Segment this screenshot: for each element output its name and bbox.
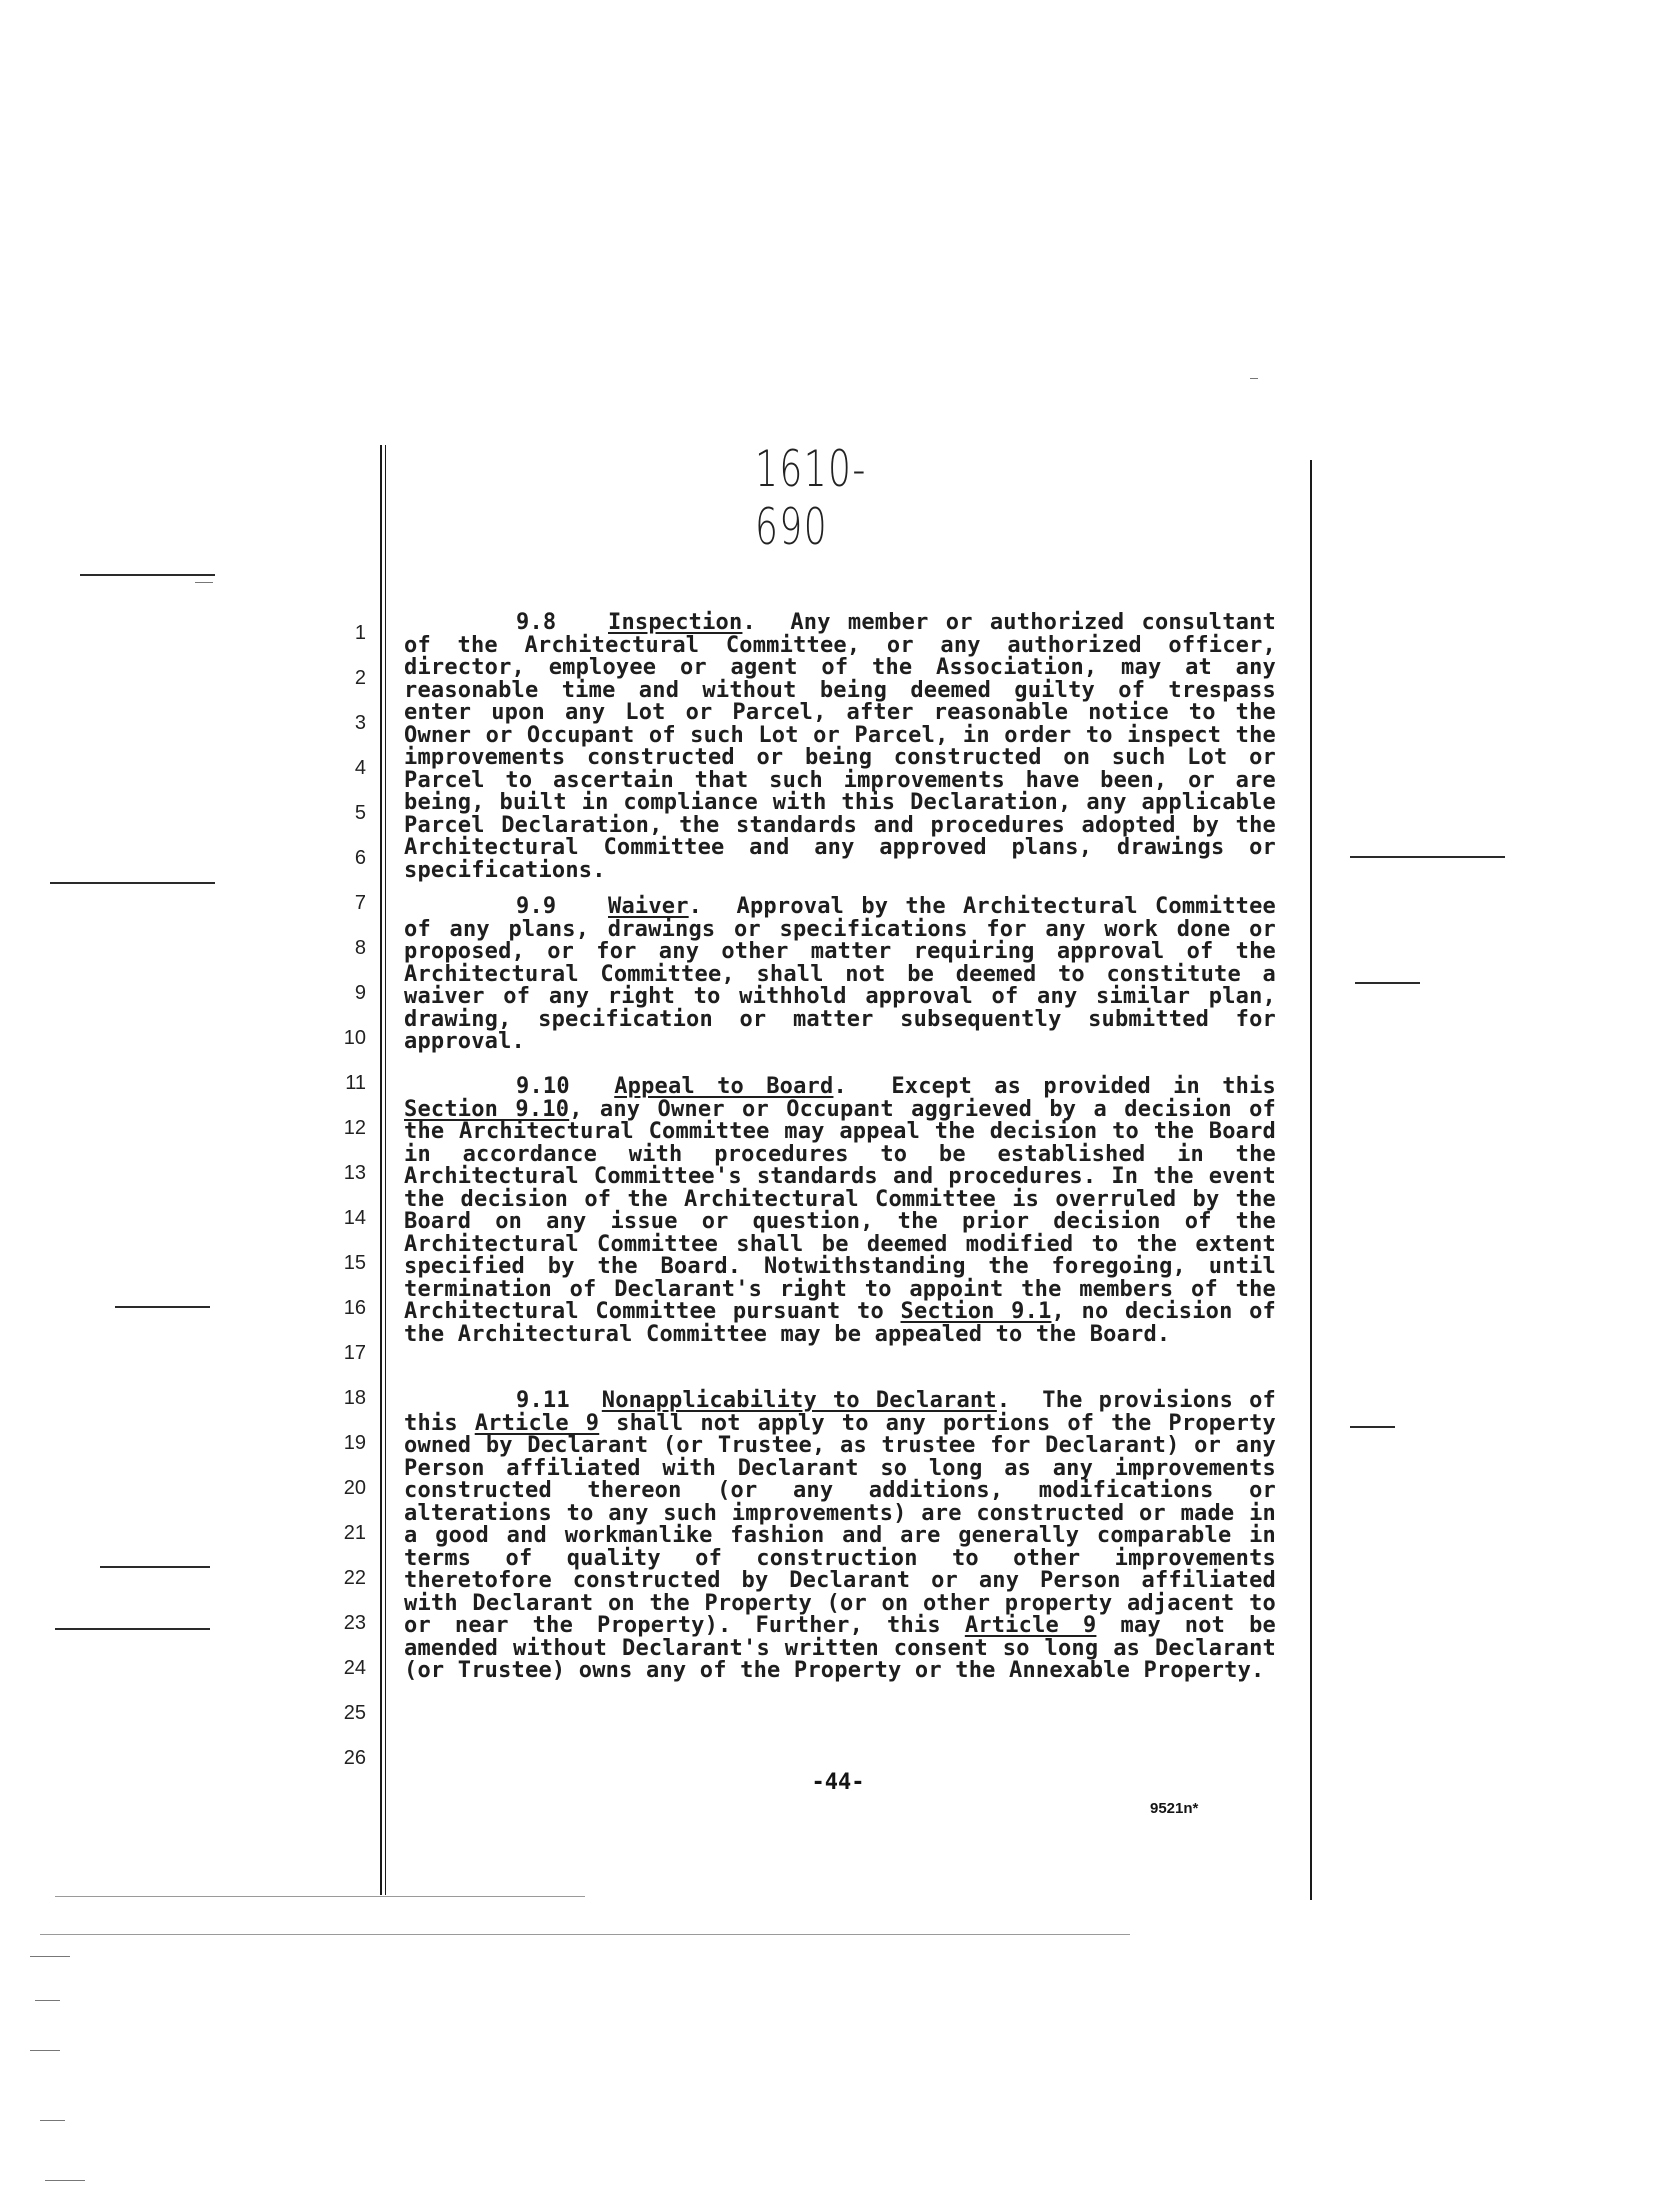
line-number: 16 [343,1297,366,1319]
section-9-9: 9.9 Waiver. Approval by the Architectural Committee of any plans, drawings or specifications for any work done or proposed, or for any other matter requiring approval of the Architectural Committee, shall not be deemed to constitute a waiver of any right to withhold approval of any similar plan, drawing, specification or matter subsequently submitted for approval. [404,894,1276,1054]
line-number: 5 [354,802,366,824]
margin-mark [55,1628,210,1630]
margin-mark [40,1934,1130,1935]
margin-mark [115,1306,210,1308]
margin-mark [1355,982,1420,984]
section-9-11: 9.11 Nonapplicability to Declarant. The provisions of this Article 9 shall not apply to any portions of the Property owned by Declarant (or Trustee, as trustee for Declarant) or any Person affiliated with Declarant so long as any improvements constructed thereon (or any additions, modifications or alterations to any such improvements) are constructed or made in a good and workmanlike fashion and are generally comparable in terms of quality of construction to other improvements theretofore constructed by Declarant or any Person affiliated with Declarant on the Property (or on other property adjacent to or near the Property). Further, this Article 9 may not be amended without Declarant's written consent so long as Declarant (or Trustee) owns any of the Property or the Annexable Property. [404,1388,1277,1683]
document-code: 9521n* [1150,1800,1199,1817]
cross-reference: Article 9 [964,1613,1097,1638]
section-heading: Inspection [608,610,743,635]
line-number: 6 [354,847,366,869]
line-number: 23 [343,1612,366,1634]
section-number: 9.9 [516,894,557,919]
line-number: 21 [343,1522,366,1544]
cross-reference: Section 9.10 [404,1096,570,1122]
line-number: 4 [354,757,366,779]
line-number: 24 [343,1657,366,1679]
line-number: 11 [345,1072,366,1094]
margin-mark [80,574,215,576]
section-number: 9.10 [516,1074,570,1099]
scan-speck [45,2180,85,2181]
line-number: 17 [343,1342,366,1364]
margin-mark [100,1566,210,1568]
cross-reference: Article 9 [474,1410,600,1436]
line-number: 7 [354,892,366,914]
section-text: Except as provided in this [891,1074,1277,1099]
section-text: Any member or authorized consultant of the Architectural Committee, or any authorized officer, director, employee or agent of the Association, may at any reasonable time and without being deemed guilty of trespass enter upon any Lot or Parcel, after reasonable notice to the Owner or Occupant of such Lot or Parcel, in order to inspect the improvements constructed or being constructed on such Lot or Parcel to ascertain that such improvements have been, or are being, built in compliance with this Declaration, any applicable Parcel Declaration, the standards and procedures adopted by the Architectural Committee and any approved plans, drawings or specifications. [404,610,1276,883]
section-text: Approval by the Architectural Committee of any plans, drawings or specifications for any work done or proposed, or for any other matter requiring approval of the Architectural Committee, shall not be deemed to constitute a waiver of any right to withhold approval of any similar plan, drawing, specification or matter subsequently submitted for approval. [404,894,1276,1054]
right-margin-rule [1310,460,1312,1900]
section-heading: Nonapplicability to Declarant [601,1388,997,1413]
section-9-10: 9.10 Appeal to Board. Except as provided in this Section 9.10, any Owner or Occupant aggrieved by a decision of the Architectural Committee may appeal the decision to the Board in accordance with procedures to be established in the Architectural Committee's standards and procedures. In the event the decision of the Architectural Committee is overruled by the Board on any issue or question, the prior decision of the Architectural Committee shall be deemed modified to the extent specified by the Board. Notwithstanding the foregoing, until termination of Declarant's right to appoint the members of the Architectural Committee pursuant to Section 9.1, no decision of the Architectural Committee may be appealed to the Board. [404,1074,1277,1347]
scan-speck [35,2000,60,2001]
line-number: 9 [354,982,366,1004]
left-margin-rule-inner [385,445,386,1895]
section-9-8: 9.8 Inspection. Any member or authorized consultant of the Architectural Committee, or any authorized officer, director, employee or agent of the Association, may at any reasonable time and without being deemed guilty of trespass enter upon any Lot or Parcel, after reasonable notice to the Owner or Occupant of such Lot or Parcel, in order to inspect the improvements constructed or being constructed on such Lot or Parcel to ascertain that such improvements have been, or are being, built in compliance with this Declaration, any applicable Parcel Declaration, the standards and procedures adopted by the Architectural Committee and any approved plans, drawings or specifications. [404,610,1276,883]
section-heading: Waiver [608,894,689,919]
section-number: 9.8 [516,610,557,635]
cross-reference: Section 9.1 [900,1299,1052,1324]
section-text: The provisions of this [404,1388,1276,1436]
line-number: 15 [343,1252,366,1274]
left-margin-rule [380,445,382,1895]
line-number: 14 [343,1207,366,1229]
margin-mark [1350,856,1505,858]
section-text: shall not apply to any portions of the Property owned by Declarant (or Trustee, as trustee for Declarant) or any Person affiliated with Declarant so long as any improvements constructed thereon (or any additions, modifications or alterations to any such improvements) are constructed or made in a good and workmanlike fashion and are generally comparable in terms of quality of construction to other improvements theretofore constructed by Declarant or any Person affiliated with Declarant on the Property (or on other property adjacent to or near the Property). Further, this [404,1410,1276,1638]
section-text: may not be amended without Declarant's written consent so long as Declarant (or Trustee) owns any of the Property or the Annexable Property. [404,1613,1277,1683]
page-number: -44- [811,1770,865,1795]
line-number: 12 [343,1117,366,1139]
margin-mark [50,882,215,884]
section-text: , any Owner or Occupant aggrieved by a decision of the Architectural Committee may appeal the decision to the Board in accordance with procedures to be established in the Architectural Committee's standards and procedures. In the event the decision of the Architectural Committee is overruled by the Board on any issue or question, the prior decision of the Architectural Committee shall be deemed modified to the extent specified by the Board. Notwithstanding the foregoing, until termination of Declarant's right to appoint the members of the Architectural Committee pursuant to [404,1096,1276,1324]
scan-speck [30,2050,60,2051]
section-number: 9.11 [516,1388,570,1413]
line-number: 19 [343,1432,366,1454]
line-number: 2 [354,667,366,689]
line-number: 20 [343,1477,366,1499]
section-text: , no decision of the Architectural Committee may be appealed to the Board. [404,1299,1276,1347]
margin-mark [1350,1426,1395,1428]
scan-speck [195,582,213,583]
line-number: 18 [343,1387,366,1409]
line-number: 3 [354,712,366,734]
scan-speck [30,1956,70,1957]
section-heading: Appeal to Board [614,1074,834,1099]
recording-number: 1610-690 [755,440,867,556]
line-number: 10 [343,1027,366,1049]
line-number: 8 [354,937,366,959]
line-number: 25 [343,1702,366,1724]
line-number: 1 [354,622,366,644]
line-number: 22 [343,1567,366,1589]
scan-speck [40,2120,65,2121]
line-number: 13 [343,1162,366,1184]
margin-mark [55,1896,585,1897]
line-number: 26 [343,1747,366,1769]
scan-speck [1250,378,1258,379]
